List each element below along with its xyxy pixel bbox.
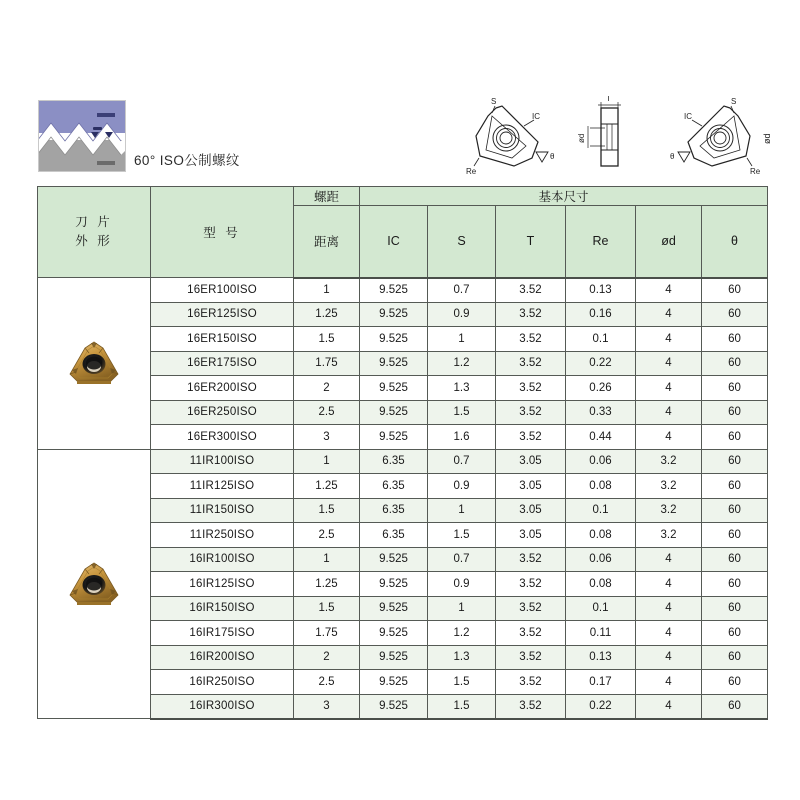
svg-text:IC: IC: [684, 112, 692, 121]
cell-theta: 60: [702, 498, 768, 523]
cell-s: 0.9: [428, 302, 496, 327]
cell-re: 0.22: [566, 694, 636, 719]
cell-od: 4: [636, 670, 702, 695]
cell-ic: 9.525: [360, 400, 428, 425]
cell-t: 3.52: [496, 694, 566, 719]
cell-t: 3.52: [496, 400, 566, 425]
cell-re: 0.11: [566, 621, 636, 646]
header-col-od: ød: [636, 206, 702, 278]
cell-re: 0.13: [566, 278, 636, 303]
cell-ic: 9.525: [360, 376, 428, 401]
cell-re: 0.1: [566, 327, 636, 352]
header-pitch-group: 螺距: [294, 187, 360, 206]
cell-re: 0.17: [566, 670, 636, 695]
cell-model: 16IR150ISO: [151, 596, 294, 621]
thread-profile-caption: 60° ISO公制螺纹: [134, 153, 240, 168]
cell-model: 16ER250ISO: [151, 400, 294, 425]
cell-s: 0.7: [428, 449, 496, 474]
cell-t: 3.05: [496, 498, 566, 523]
cell-od: 4: [636, 596, 702, 621]
svg-text:S: S: [491, 97, 497, 106]
cell-s: 1: [428, 498, 496, 523]
cell-theta: 60: [702, 694, 768, 719]
cell-t: 3.52: [496, 547, 566, 572]
cell-s: 1.5: [428, 694, 496, 719]
cell-s: 1.6: [428, 425, 496, 450]
cell-od: 4: [636, 302, 702, 327]
cell-s: 0.9: [428, 474, 496, 499]
cell-s: 0.7: [428, 547, 496, 572]
left-insert-diagram: [466, 97, 555, 176]
cell-ic: 9.525: [360, 670, 428, 695]
cell-re: 0.06: [566, 449, 636, 474]
table-header: [38, 187, 768, 278]
cell-s: 1.5: [428, 400, 496, 425]
cell-t: 3.52: [496, 327, 566, 352]
cell-pitch: 3: [294, 694, 360, 719]
cell-od: 4: [636, 694, 702, 719]
header-col-t: T: [496, 206, 566, 278]
cell-re: 0.06: [566, 547, 636, 572]
cell-t: 3.52: [496, 596, 566, 621]
svg-text:Re: Re: [750, 167, 761, 176]
cell-od: 3.2: [636, 449, 702, 474]
cell-od: 3.2: [636, 474, 702, 499]
header-insert-shape-line1: 刀 片: [75, 215, 113, 230]
cell-t: 3.52: [496, 302, 566, 327]
cell-re: 0.26: [566, 376, 636, 401]
cell-ic: 9.525: [360, 645, 428, 670]
cell-re: 0.08: [566, 474, 636, 499]
thread-zigzag-shape: [39, 101, 126, 172]
cell-re: 0.44: [566, 425, 636, 450]
cell-od: 4: [636, 278, 702, 303]
cell-pitch: 2.5: [294, 670, 360, 695]
table-row: [38, 278, 768, 303]
cell-model: 11IR125ISO: [151, 474, 294, 499]
cell-pitch: 1: [294, 547, 360, 572]
cell-pitch: 1.5: [294, 498, 360, 523]
cell-pitch: 2.5: [294, 400, 360, 425]
cell-theta: 60: [702, 449, 768, 474]
header-col-ic: IC: [360, 206, 428, 278]
right-insert-diagram: [670, 97, 761, 176]
cell-theta: 60: [702, 645, 768, 670]
cell-pitch: 1.25: [294, 302, 360, 327]
cell-re: 0.33: [566, 400, 636, 425]
cell-ic: 9.525: [360, 572, 428, 597]
cell-theta: 60: [702, 400, 768, 425]
header-insert-shape: [38, 187, 151, 278]
cell-model: 16ER125ISO: [151, 302, 294, 327]
cell-ic: 9.525: [360, 302, 428, 327]
cell-ic: 9.525: [360, 596, 428, 621]
cell-theta: 60: [702, 474, 768, 499]
cell-re: 0.16: [566, 302, 636, 327]
cell-theta: 60: [702, 670, 768, 695]
svg-text:IC: IC: [532, 112, 540, 121]
cell-od: 4: [636, 645, 702, 670]
header-col-re: Re: [566, 206, 636, 278]
cell-re: 0.08: [566, 523, 636, 548]
cell-model: 16ER175ISO: [151, 351, 294, 376]
cell-t: 3.52: [496, 351, 566, 376]
cell-ic: 6.35: [360, 474, 428, 499]
cell-ic: 9.525: [360, 278, 428, 303]
cell-ic: 6.35: [360, 523, 428, 548]
cell-pitch: 2: [294, 376, 360, 401]
cell-t: 3.52: [496, 621, 566, 646]
cell-pitch: 1.25: [294, 572, 360, 597]
illustration-area: [0, 0, 800, 185]
cell-s: 1.5: [428, 670, 496, 695]
cell-od: 3.2: [636, 498, 702, 523]
thread-profile-image: [38, 100, 126, 172]
cell-od: 4: [636, 572, 702, 597]
cell-theta: 60: [702, 376, 768, 401]
cell-model: 16ER100ISO: [151, 278, 294, 303]
cell-t: 3.05: [496, 474, 566, 499]
cell-s: 1.3: [428, 645, 496, 670]
cell-od: 4: [636, 327, 702, 352]
cell-t: 3.52: [496, 425, 566, 450]
svg-text:ød: ød: [577, 133, 586, 143]
table-row: [38, 449, 768, 474]
cell-ic: 9.525: [360, 425, 428, 450]
cell-t: 3.05: [496, 449, 566, 474]
cell-pitch: 1.75: [294, 621, 360, 646]
cell-pitch: 1.5: [294, 596, 360, 621]
cell-od: 4: [636, 425, 702, 450]
cell-s: 1: [428, 327, 496, 352]
cell-theta: 60: [702, 621, 768, 646]
insert-photo-cell: [38, 449, 151, 719]
cell-theta: 60: [702, 351, 768, 376]
svg-text:θ: θ: [550, 152, 555, 161]
cell-model: 16IR250ISO: [151, 670, 294, 695]
cell-theta: 60: [702, 547, 768, 572]
cell-re: 0.13: [566, 645, 636, 670]
cell-pitch: 1.25: [294, 474, 360, 499]
cell-ic: 9.525: [360, 351, 428, 376]
cell-pitch: 2: [294, 645, 360, 670]
cell-ic: 9.525: [360, 694, 428, 719]
header-insert-shape-line2: 外 形: [75, 234, 113, 248]
cell-pitch: 1.5: [294, 327, 360, 352]
cell-re: 0.1: [566, 596, 636, 621]
cell-model: 16ER150ISO: [151, 327, 294, 352]
cell-pitch: 1: [294, 278, 360, 303]
cell-theta: 60: [702, 302, 768, 327]
cell-pitch: 1: [294, 449, 360, 474]
cell-model: 16ER300ISO: [151, 425, 294, 450]
cell-ic: 9.525: [360, 327, 428, 352]
cell-pitch: 1.75: [294, 351, 360, 376]
cell-theta: 60: [702, 523, 768, 548]
cell-re: 0.1: [566, 498, 636, 523]
cell-s: 0.9: [428, 572, 496, 597]
cell-s: 1.2: [428, 621, 496, 646]
header-pitch-distance: 距离: [294, 206, 360, 278]
cell-model: 16ER200ISO: [151, 376, 294, 401]
cell-od: 4: [636, 621, 702, 646]
threading-insert-photo-ir: [63, 558, 125, 610]
cell-model: 16IR125ISO: [151, 572, 294, 597]
cell-ic: 6.35: [360, 498, 428, 523]
cell-pitch: 2.5: [294, 523, 360, 548]
cell-theta: 60: [702, 596, 768, 621]
cell-t: 3.52: [496, 278, 566, 303]
cell-model: 16IR200ISO: [151, 645, 294, 670]
cell-s: 1.5: [428, 523, 496, 548]
cell-t: 3.52: [496, 572, 566, 597]
table-body: [38, 278, 768, 719]
cell-s: 0.7: [428, 278, 496, 303]
cell-t: 3.05: [496, 523, 566, 548]
cell-model: 16IR175ISO: [151, 621, 294, 646]
side-view-diagram: [577, 96, 621, 166]
cell-s: 1: [428, 596, 496, 621]
header-model: 型 号: [151, 187, 294, 278]
far-right-od-label: ød: [762, 133, 772, 144]
threading-insert-photo-er: [63, 337, 125, 389]
cell-theta: 60: [702, 278, 768, 303]
cell-t: 3.52: [496, 645, 566, 670]
svg-text:T: T: [606, 96, 611, 103]
cell-model: 11IR250ISO: [151, 523, 294, 548]
cell-theta: 60: [702, 425, 768, 450]
cell-od: 4: [636, 400, 702, 425]
threading-insert-spec-table: [37, 186, 768, 720]
cell-od: 3.2: [636, 523, 702, 548]
insert-dimension-diagrams: [462, 96, 782, 180]
svg-text:S: S: [731, 97, 737, 106]
cell-model: 16IR300ISO: [151, 694, 294, 719]
svg-text:Re: Re: [466, 167, 477, 176]
insert-photo-cell: [38, 278, 151, 450]
cell-pitch: 3: [294, 425, 360, 450]
header-basic-dimensions-group: 基本尺寸: [360, 187, 768, 206]
header-row-group: [38, 187, 768, 206]
cell-od: 4: [636, 376, 702, 401]
cell-re: 0.08: [566, 572, 636, 597]
cell-od: 4: [636, 351, 702, 376]
cell-theta: 60: [702, 572, 768, 597]
cell-theta: 60: [702, 327, 768, 352]
header-col-theta: θ: [702, 206, 768, 278]
cell-ic: 9.525: [360, 621, 428, 646]
svg-text:θ: θ: [670, 152, 675, 161]
cell-ic: 9.525: [360, 547, 428, 572]
cell-s: 1.2: [428, 351, 496, 376]
header-col-s: S: [428, 206, 496, 278]
cell-t: 3.52: [496, 376, 566, 401]
cell-re: 0.22: [566, 351, 636, 376]
cell-ic: 6.35: [360, 449, 428, 474]
cell-model: 11IR100ISO: [151, 449, 294, 474]
cell-s: 1.3: [428, 376, 496, 401]
cell-od: 4: [636, 547, 702, 572]
cell-model: 11IR150ISO: [151, 498, 294, 523]
cell-model: 16IR100ISO: [151, 547, 294, 572]
cell-t: 3.52: [496, 670, 566, 695]
